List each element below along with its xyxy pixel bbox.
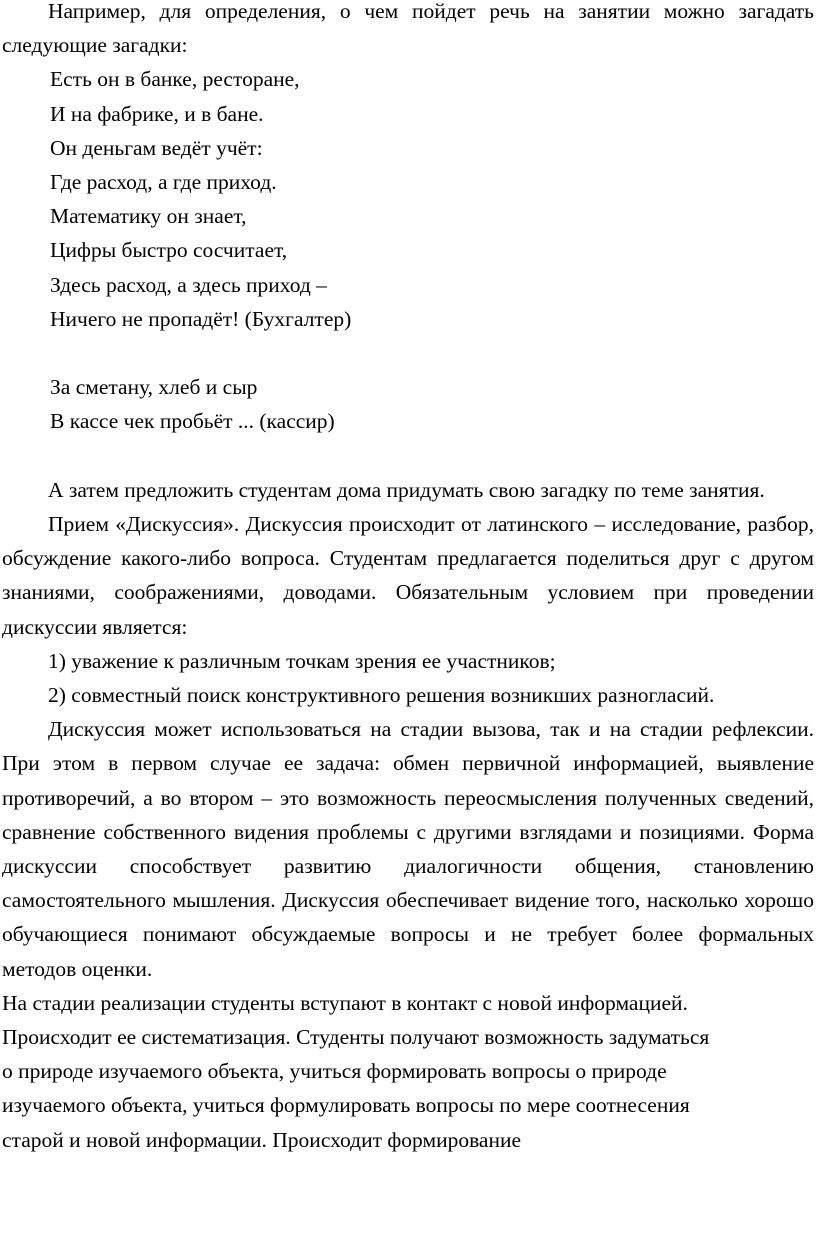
riddle-line: Ничего не пропадёт! (Бухгалтер) (50, 306, 352, 331)
text-line: старой и новой информации. Происходит формирование (2, 1127, 522, 1152)
riddle-line: Цифры быстро сосчитает, (50, 238, 288, 263)
riddle-cashier (2, 370, 814, 438)
text-line: Происходит ее систематизация. Студенты получают возможность задуматься (2, 1025, 710, 1050)
condition-item: 1) уважение к различным точкам зрения ее участников; (48, 648, 556, 673)
riddle-accountant (2, 62, 814, 336)
blank-line (2, 439, 814, 473)
discussion-paragraph: Прием «Дискуссия». Дискуссия происходит от латинского – исследование, разбор, обсуждение какого-либо вопроса. Студентам предлагается поделиться друг с другом знаниями, соображениями, доводами. Обязательным условием при проведении дискуссии является: (2, 512, 814, 639)
intro-paragraph: Например, для определения, о чем пойдет речь на занятии можно загадать следующие загадки: (2, 0, 814, 58)
homework-paragraph: А затем предложить студентам дома придумать свою загадку по теме занятия. (48, 477, 765, 502)
condition-item: 2) совместный поиск конструктивного решения возникших разногласий. (48, 683, 715, 708)
riddle-line: Здесь расход, а здесь приход – (50, 272, 327, 297)
riddle-line: И на фабрике, и в бане. (50, 101, 264, 126)
riddle-line: Есть он в банке, ресторане, (50, 67, 300, 92)
realization-paragraph (2, 986, 814, 1157)
riddle-line: За сметану, хлеб и сыр (50, 375, 258, 400)
riddle-line: В кассе чек пробьёт ... (кассир) (50, 409, 335, 434)
riddle-line: Он деньгам ведёт учёт: (50, 135, 263, 160)
text-line: изучаемого объекта, учиться формулировать вопросы по мере соотнесения (2, 1093, 690, 1118)
text-line: о природе изучаемого объекта, учиться формировать вопросы о природе (2, 1059, 667, 1084)
stages-paragraph: Дискуссия может использоваться на стадии вызова, так и на стадии рефлексии. При этом в первом случае ее задача: обмен первичной информацией, выявление противоречий, а во втором – это возможность переосмысления полученных сведений, сравнение собственного видения проблемы с другими взглядами и позициями. Форма дискуссии способствует развитию диалогичности общения, становлению самостоятельного мышления. Дискуссия обеспечивает видение того, насколько хорошо обучающиеся понимают обсуждаемые вопросы и не требует более формальных методов оценки. (2, 717, 814, 981)
blank-line (2, 336, 814, 370)
document-body (2, 0, 814, 1157)
text-line: На стадии реализации студенты вступают в контакт с новой информацией. (2, 990, 688, 1015)
riddle-line: Где расход, а где приход. (50, 170, 277, 195)
riddle-line: Математику он знает, (50, 204, 247, 229)
